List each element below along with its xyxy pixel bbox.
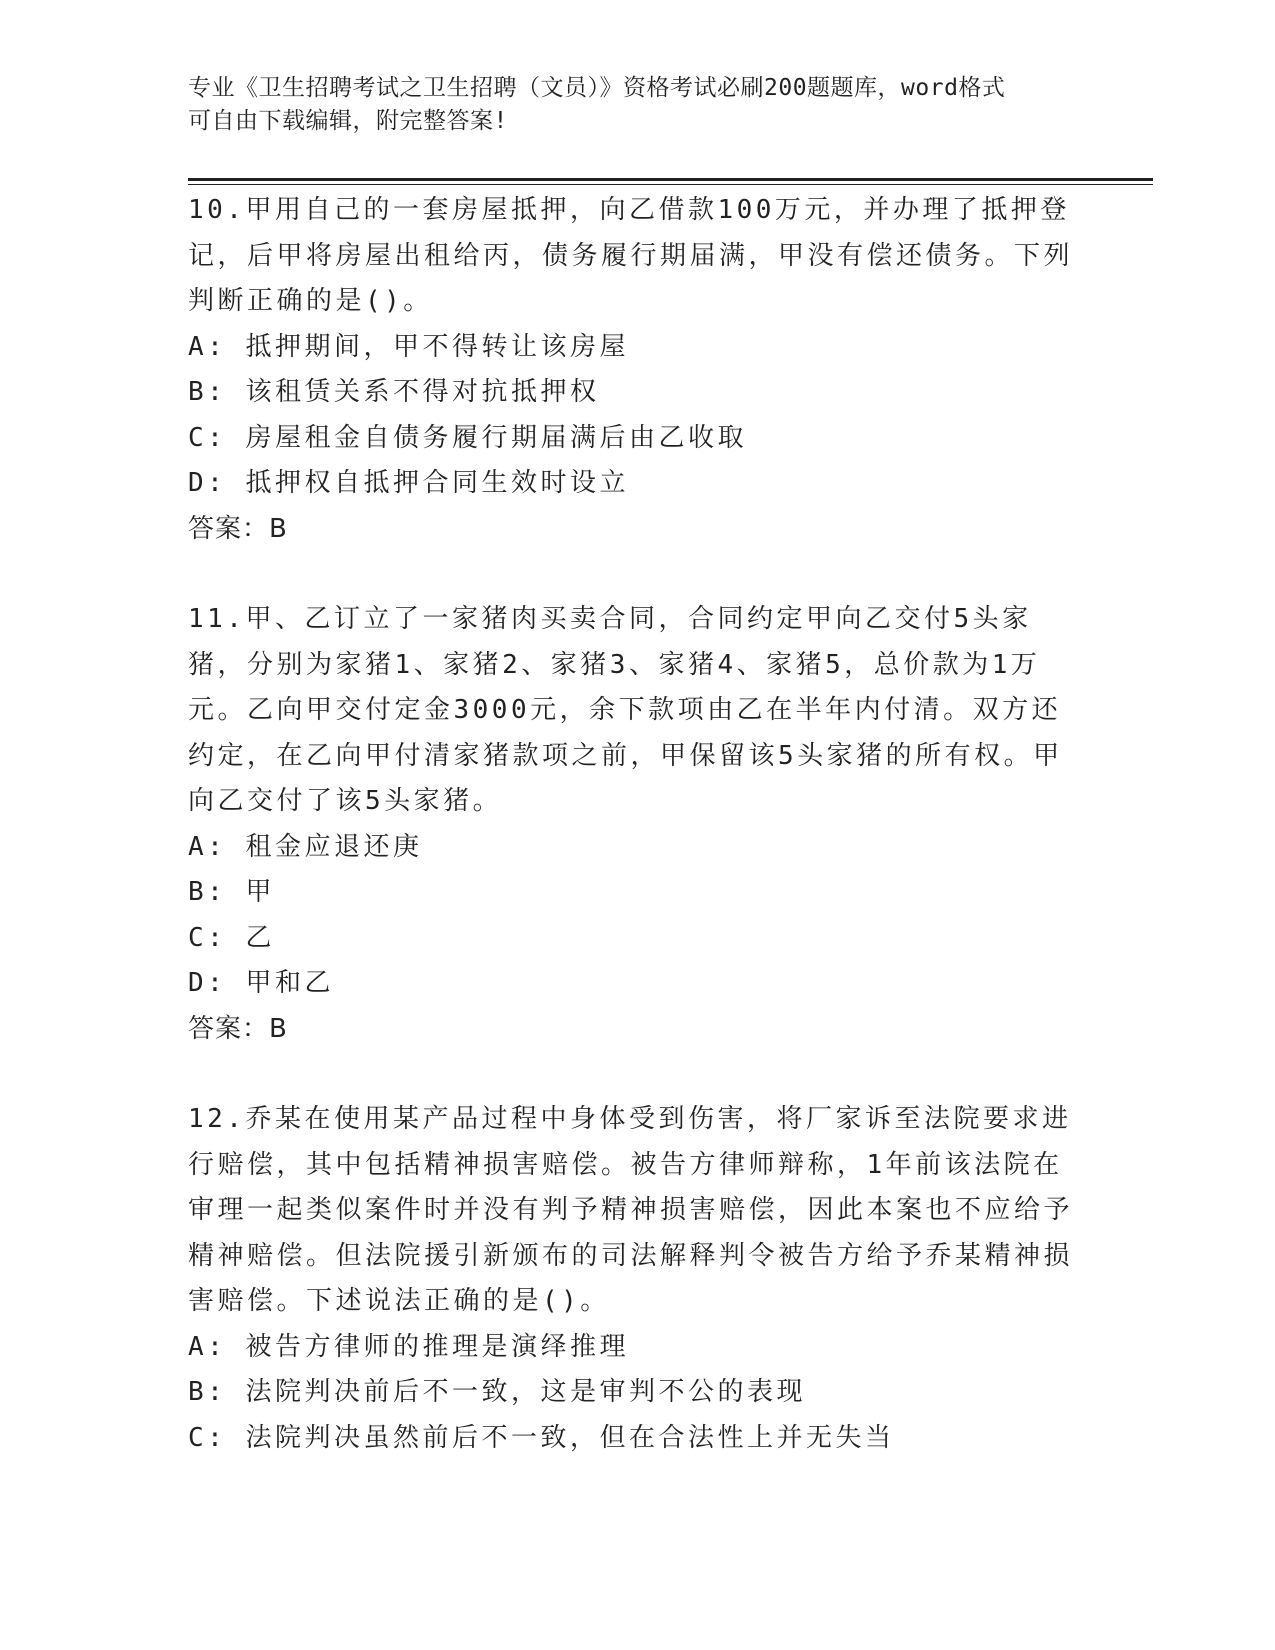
option-key: C: [188, 922, 227, 953]
option-text: 乙 [245, 922, 275, 953]
option-key: D: [188, 468, 227, 498]
question-stem: 11.甲、乙订立了一家猪肉买卖合同，合同约定甲向乙交付5头家猪，分别为家猪1、家猪2、家猪3、家猪4、家猪5，总价款为1万元。乙向甲交付定金3000元，余下款项由乙在半年内付清。双方还约定，在乙向甲付清家猪款项之前，甲保留该5头家猪的所有权。甲向乙交付了该5头家猪。 [188, 604, 1063, 816]
question-10 [188, 188, 1088, 552]
option-text: 房屋租金自债务履行期届满后由乙收取 [245, 422, 747, 453]
option-text: 甲和乙 [245, 968, 334, 998]
option-text: 抵押期间，甲不得转让该房屋 [245, 331, 629, 362]
option-key: A: [188, 1331, 227, 1362]
option-text: 租金应退还庚 [245, 831, 423, 862]
answer-line: 答案：B [188, 1013, 288, 1044]
option-c [188, 916, 1088, 962]
option-key: D: [188, 968, 227, 998]
option-d [188, 961, 1088, 1007]
answer-line: 答案：B [188, 513, 288, 544]
option-key: B: [188, 377, 227, 407]
option-text: 法院判决虽然前后不一致，但在合法性上并无失当 [245, 1422, 895, 1453]
option-key: C: [188, 422, 227, 453]
option-b [188, 870, 1088, 916]
option-text: 法院判决前后不一致，这是审判不公的表现 [245, 1377, 806, 1407]
option-a [188, 325, 1088, 371]
option-b [188, 1370, 1088, 1416]
question-list [188, 188, 1088, 1506]
option-key: A: [188, 831, 227, 862]
option-a [188, 1325, 1088, 1371]
option-c [188, 1416, 1088, 1462]
option-text: 甲 [245, 877, 275, 907]
document-header [188, 72, 1088, 138]
question-stem: 10.甲用自己的一套房屋抵押，向乙借款100万元，并办理了抵押登记，后甲将房屋出租给丙，债务履行期届满，甲没有偿还债务。下列判断正确的是()。 [188, 195, 1074, 316]
header-line-2: 可自由下载编辑，附完整答案! [188, 108, 508, 134]
option-b [188, 370, 1088, 416]
header-divider-thick [188, 178, 1153, 181]
question-11 [188, 597, 1088, 1052]
header-line-1: 专业《卫生招聘考试之卫生招聘（文员）》资格考试必刷200题题库，word格式 [188, 75, 1006, 101]
option-text: 该租赁关系不得对抗抵押权 [245, 377, 600, 407]
option-key: C: [188, 1422, 227, 1453]
question-stem: 12.乔某在使用某产品过程中身体受到伤害，将厂家诉至法院要求进行赔偿，其中包括精神损害赔偿。被告方律师辩称，1年前该法院在审理一起类似案件时并没有判予精神损害赔偿，因此本案也不应给予精神赔偿。但法院援引新颁布的司法解释判令被告方给予乔某精神损害赔偿。下述说法正确的是()。 [188, 1104, 1074, 1316]
option-key: A: [188, 331, 227, 362]
option-text: 抵押权自抵押合同生效时设立 [245, 468, 629, 498]
option-text: 被告方律师的推理是演绎推理 [245, 1331, 629, 1362]
option-d [188, 461, 1088, 507]
option-key: B: [188, 877, 227, 907]
option-c [188, 416, 1088, 462]
option-a [188, 825, 1088, 871]
option-key: B: [188, 1377, 227, 1407]
question-12 [188, 1097, 1088, 1461]
header-divider-thin [188, 184, 1153, 185]
